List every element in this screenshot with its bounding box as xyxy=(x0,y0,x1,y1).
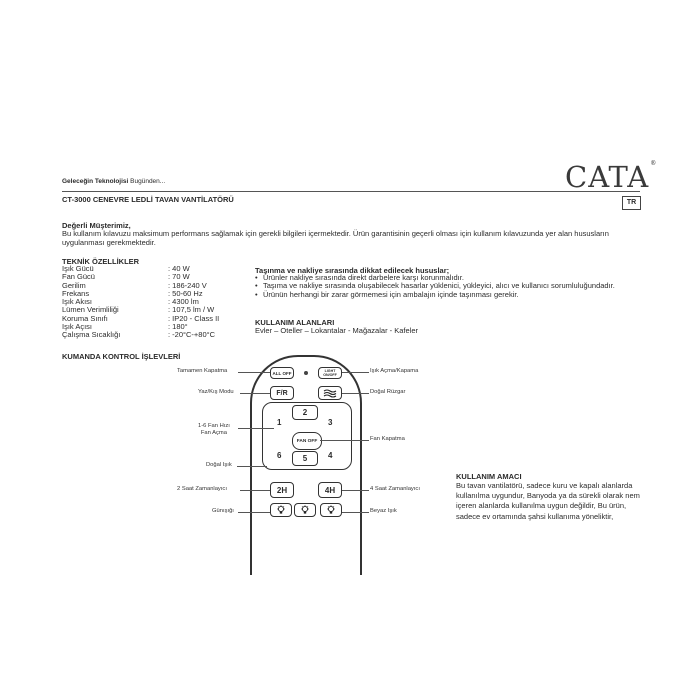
light-button[interactable]: LIGHT ON/OFF xyxy=(318,367,342,379)
tagline: Geleceğin Teknolojisi Bugünden... xyxy=(62,178,166,185)
spec-row: Gerilim : 186-240 V xyxy=(62,280,207,290)
speed-5-button[interactable]: 5 xyxy=(292,451,318,466)
leader-line xyxy=(238,372,270,373)
callout-natural-light: Doğal Işık xyxy=(206,462,232,468)
indicator-led xyxy=(304,371,308,375)
leader-line xyxy=(238,428,274,429)
transport-list xyxy=(255,274,635,299)
speed-1-button[interactable]: 1 xyxy=(277,418,282,427)
timer-2h-button[interactable]: 2H xyxy=(270,482,294,498)
spec-row: Koruma Sınıfı : IP20 - Class II xyxy=(62,313,220,323)
model-title: CT-3000 CENEVRE LEDLİ TAVAN VANTİLATÖRÜ xyxy=(62,195,234,204)
callout-2h: 2 Saat Zamanlayıcı xyxy=(177,486,227,492)
leader-line xyxy=(240,393,270,394)
transport-title: Taşınma ve nakliye sırasında dikkat edilecek hususlar; xyxy=(255,266,450,275)
leader-line xyxy=(238,512,270,513)
spec-row: Işık Açısı : 180° xyxy=(62,322,188,332)
list-item: • Ürünler nakliye sırasında direkt darbelere karşı korunmalıdır. xyxy=(255,274,635,282)
speed-4-button[interactable]: 4 xyxy=(328,451,333,460)
bulb-icon xyxy=(276,505,286,515)
purpose-title: KULLANIM AMACI xyxy=(456,472,522,481)
daylight-button[interactable] xyxy=(270,503,292,517)
white-light-button[interactable] xyxy=(320,503,342,517)
callout-fr: Yaz/Kış Modu xyxy=(198,389,234,395)
leader-line xyxy=(320,440,369,441)
spec-row: Işık Akısı : 4300 lm xyxy=(62,297,199,307)
bulb-icon xyxy=(326,505,336,515)
natural-light-button[interactable] xyxy=(294,503,316,517)
usage-areas-text: Evler – Oteller – Lokantalar - Mağazalar - Kafeler xyxy=(255,326,418,335)
all-off-button[interactable]: ALL OFF xyxy=(270,367,294,379)
usage-areas-title: KULLANIM ALANLARI xyxy=(255,318,335,327)
spec-row: Frekans : 50-60 Hz xyxy=(62,288,203,298)
remote-title: KUMANDA KONTROL İŞLEVLERİ xyxy=(62,352,181,361)
speed-2-button[interactable]: 2 xyxy=(292,405,318,420)
spec-row: Işık Gücü : 40 W xyxy=(62,264,190,273)
leader-line xyxy=(342,490,369,491)
greeting: Değerli Müşterimiz, xyxy=(62,221,131,230)
header-divider xyxy=(62,191,640,192)
specs-table xyxy=(62,265,219,340)
wind-icon xyxy=(323,389,337,398)
callout-light: Işık Açma/Kapama xyxy=(370,368,419,374)
speed-6-button[interactable]: 6 xyxy=(277,451,282,460)
leader-line xyxy=(342,512,369,513)
callout-daylight: Günışığı xyxy=(212,508,234,514)
bulb-icon xyxy=(300,505,310,515)
timer-4h-button[interactable]: 4H xyxy=(318,482,342,498)
spec-row: Fan Gücü : 70 W xyxy=(62,272,190,282)
leader-line xyxy=(342,393,369,394)
list-item: • Taşıma ve nakliye sırasında oluşabilecek hasarlar yüklenici, yükleyici, alıcı ve kullanıcı sorumluluğundadır. xyxy=(255,282,635,290)
callout-fan-off: Fan Kapatma xyxy=(370,436,405,442)
list-item: • Ürünün herhangi bir zarar görmemesi için ambalajın içinde taşınması gerekir. xyxy=(255,291,635,299)
specs-title: TEKNİK ÖZELLİKLER xyxy=(62,257,140,266)
speed-3-button[interactable]: 3 xyxy=(328,418,333,427)
purpose-text: Bu tavan vantilatörü, sadece kuru ve kapalı alanlarda kullanılma uygundur, Banyoda ya da sürekli olarak nem içeren alanlarda kullanılma uygun değildir, Bu ürün, sadece ev ortamında şahsi kullanıma yöneliktir, xyxy=(456,481,640,521)
intro-text: Bu kullanım kılavuzu maksimum performans sağlamak için gerekli bilgileri içermektedir. Ürün garantisinin geçerli olması için kullanım kılavuzunda yer alan hususların uygulanması gerekmektedir. xyxy=(62,229,609,247)
leader-line xyxy=(240,490,270,491)
brand-logo: CATA® xyxy=(565,160,658,194)
language-badge: TR xyxy=(622,196,641,210)
callout-all-off: Tamamen Kapatma xyxy=(177,368,228,374)
breeze-button[interactable] xyxy=(318,386,342,400)
callout-speed: 1-6 Fan Hızı Fan Açma xyxy=(198,423,230,436)
spec-row: Lümen Verimliliği : 107,5 lm / W xyxy=(62,305,215,315)
leader-line xyxy=(342,372,369,373)
fr-button[interactable]: F/R xyxy=(270,386,294,400)
fan-off-button[interactable]: FAN OFF xyxy=(292,432,322,450)
callout-white-light: Beyaz Işık xyxy=(370,508,397,514)
leader-line xyxy=(237,466,267,467)
callout-4h: 4 Saat Zamanlayıcı xyxy=(370,486,420,492)
callout-breeze: Doğal Rüzgar xyxy=(370,389,406,395)
spec-row: Çalışma Sıcaklığı : -20°C-+80°C xyxy=(62,330,216,340)
